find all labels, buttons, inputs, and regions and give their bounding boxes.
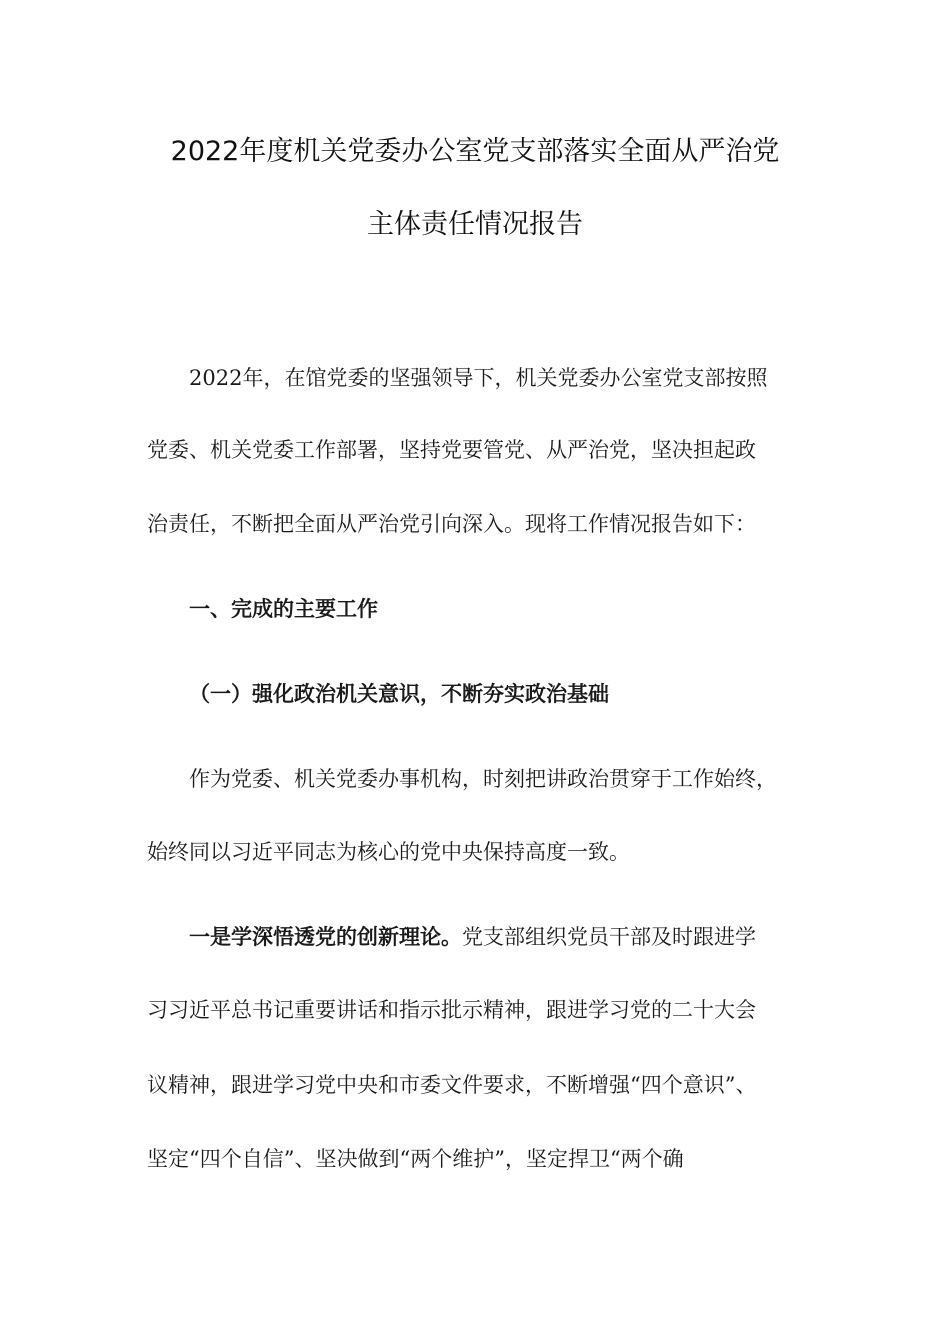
section-1-heading: 一、完成的主要工作 — [189, 597, 378, 621]
para3-line-2: 习习近平总书记重要讲话和指示批示精神，跟进学习党的二十大会 — [147, 998, 756, 1022]
para3-line-1-rest: 党支部组织党员干部及时跟进学 — [462, 925, 756, 949]
document-title-line-1: 2022年度机关党委办公室党支部落实全面从严治党 — [170, 136, 780, 167]
para2-line-1: 作为党委、机关党委办事机构，时刻把讲政治贯穿于工作始终， — [189, 767, 777, 791]
intro-line-3: 治责任，不断把全面从严治党引向深入。现将工作情况报告如下： — [147, 512, 756, 536]
subsection-1-heading: （一）强化政治机关意识，不断夯实政治基础 — [189, 682, 609, 706]
intro-line-1: 2022年，在馆党委的坚强领导下，机关党委办公室党支部按照 — [189, 366, 768, 390]
para3-line-1 — [189, 922, 756, 952]
intro-line-2: 党委、机关党委工作部署，坚持党要管党、从严治党，坚决担起政 — [147, 438, 756, 462]
para3-line-3: 议精神，跟进学习党中央和市委文件要求，不断增强“四个意识”、 — [147, 1073, 757, 1097]
document-title-line-2: 主体责任情况报告 — [367, 209, 583, 240]
para3-line-4: 坚定“四个自信”、坚决做到“两个维护”，坚定捍卫“两个确 — [147, 1147, 684, 1171]
para3-lead-bold: 一是学深悟透党的创新理论。 — [189, 925, 462, 949]
para2-line-2: 始终同以习近平同志为核心的党中央保持高度一致。 — [147, 840, 630, 864]
